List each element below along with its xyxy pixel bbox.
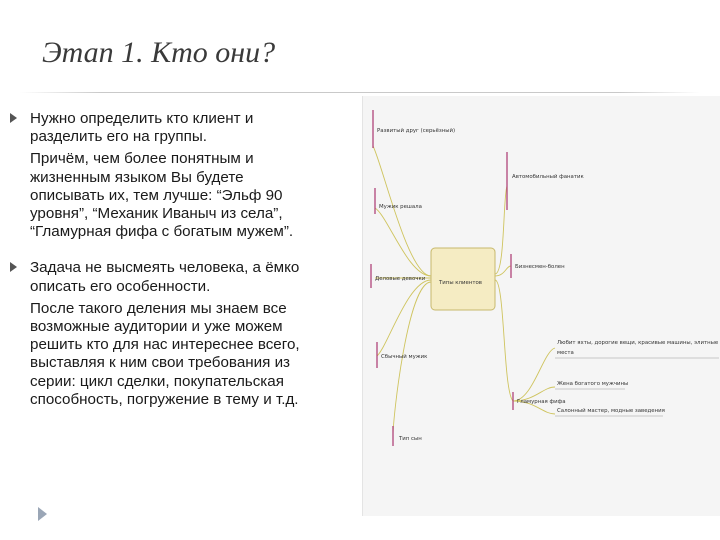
slide-corner-arrow-icon: [38, 507, 47, 521]
mindmap-node-label: Бизнесмен-болен: [515, 264, 565, 270]
mindmap-node-label: Мужик решала: [379, 204, 422, 210]
mindmap-node-label: Деловые девочки: [375, 276, 426, 282]
connector-line: [495, 266, 511, 276]
bullet-text-line: способность, погружение в тему и т.д.: [30, 390, 299, 408]
connector-line: [375, 208, 431, 276]
bullet-arrow-icon: [10, 262, 17, 272]
bullet-text-line: разделить его на группы.: [30, 128, 207, 146]
bullet-text-line: решить кто для нас интереснее всего,: [30, 336, 300, 354]
mindmap-node-label: Гламурная фифа: [517, 399, 566, 405]
slide-title: Этап 1. Кто они?: [42, 36, 276, 69]
bullet-text-line: описать его особенности.: [30, 277, 211, 295]
connector-line: [373, 146, 431, 276]
mindmap-center-box: [431, 248, 495, 310]
mindmap-note-line: места: [557, 350, 574, 356]
bullet-text-line: описывать их, тем лучше: “Эльф 90: [30, 186, 283, 204]
bullet-text-line: После такого деления мы знаем все: [30, 299, 287, 317]
mindmap-note-line: Любит яхты, дорогие вещи, красивые машины, элитные: [557, 340, 719, 346]
mindmap-node-label: Тип сын: [399, 436, 422, 442]
bullet-text-line: возможные аудитории и уже можем: [30, 318, 283, 336]
connector-line: [495, 280, 513, 401]
bullet-list: [8, 110, 360, 427]
connector-line: [495, 186, 507, 274]
bullet-arrow-icon: [10, 113, 17, 123]
mindmap-sub-label: Салонный мастер, модные заведения: [557, 408, 665, 414]
bullet-text-line: Причём, чем более понятным и: [30, 150, 254, 168]
bullet-text-line: “Гламурная фифа с богатым мужем”.: [30, 223, 294, 241]
bullet-text-line: Нужно определить кто клиент и: [30, 110, 254, 127]
mindmap-node-label: Развитый друг (серьёзный): [377, 128, 456, 134]
connector-line: [377, 280, 431, 356]
bullet-text-line: жизненным языком Вы будете: [30, 168, 244, 186]
bullet-item-clients: [8, 110, 360, 241]
mindmap-node-label: Сбычный мужик: [381, 354, 428, 360]
bullet-text-line: уровня”, “Механик Иваныч из села”,: [30, 205, 283, 223]
bullet-text-line: Задача не высмеять человека, а ёмко: [30, 259, 300, 277]
title-divider: [20, 92, 700, 93]
mindmap-node-label: Автомобильный фанатик: [512, 174, 584, 180]
bullet-text-line: серии: цикл сделки, покупательская: [30, 372, 284, 390]
connector-line: [513, 348, 555, 401]
mindmap-center-label: Типы клиентов: [439, 280, 482, 286]
mindmap-image: [362, 96, 720, 516]
bullet-item-task: [8, 259, 360, 409]
mindmap-canvas: [363, 96, 720, 516]
mindmap-sub-label: Жена богатого мужчины: [557, 381, 629, 387]
bullet-text-line: выставляя к ним свои требования из: [30, 354, 291, 372]
